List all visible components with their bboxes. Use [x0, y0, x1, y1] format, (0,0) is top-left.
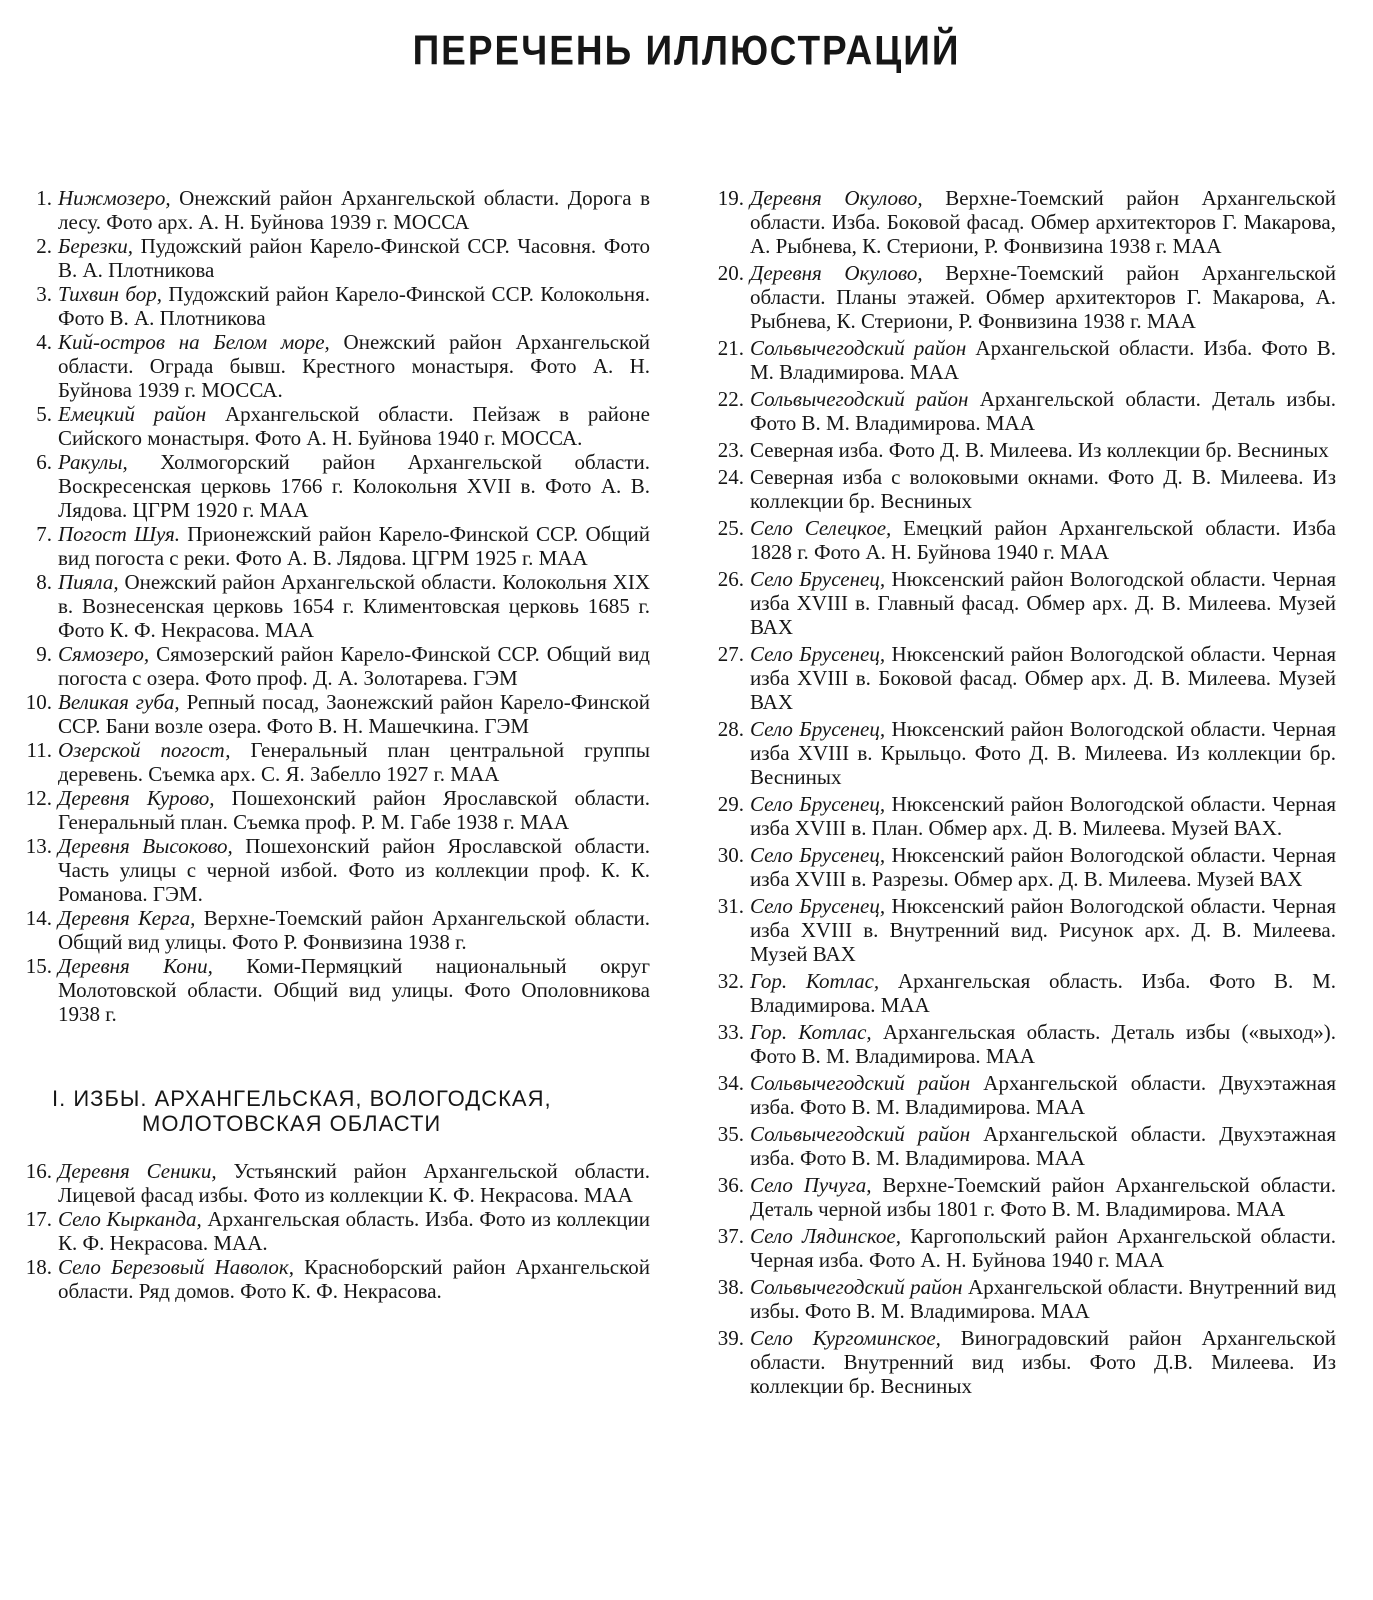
- item-place: Село Брусенец,: [750, 717, 886, 741]
- item-description: Красноборский район Архангельской области. Ряд домов. Фото К. Ф. Некрасова.: [58, 1255, 650, 1303]
- item-place: Гор. Котлас,: [750, 1020, 872, 1044]
- item-description: Архангельской области. Внутренний вид избы. Фото В. М. Владимирова. МАА: [750, 1275, 1336, 1323]
- item-text: [750, 792, 1336, 840]
- item-description: Верхне-Тоемский район Архангельской области. Изба. Боковой фасад. Обмер архитекторов Г. Макарова, А. Рыбнева, К. Стериони, Р. Фонвизина 1938 г. МАА: [750, 186, 1336, 258]
- right-column: [700, 186, 1336, 1401]
- list-item: [700, 567, 1336, 639]
- item-description: Архангельской области. Двухэтажная изба. Фото В. М. Владимирова. МАА: [750, 1071, 1336, 1119]
- item-text: [58, 402, 650, 450]
- item-text: [750, 1326, 1336, 1398]
- item-number: 22.: [717, 387, 744, 411]
- item-number: 35.: [717, 1122, 744, 1146]
- item-description: Архангельской области. Пейзаж в районе Сийского монастыря. Фото А. Н. Буйнова 1940 г. МОССА.: [58, 402, 650, 450]
- item-place: Пияла,: [58, 570, 119, 594]
- item-place: Село Брусенец,: [750, 642, 886, 666]
- item-description: Онежский район Архангельской области. Ограда бывш. Крестного монастыря. Фото А. Н. Буйнова 1939 г. МОССА.: [58, 330, 650, 402]
- item-number: 25.: [717, 516, 744, 540]
- list-item: [18, 834, 650, 906]
- item-number: 30.: [717, 843, 744, 867]
- item-description: Архангельской области. Изба. Фото В. М. Владимирова. МАА: [750, 336, 1336, 384]
- item-place: Село Пучуга,: [750, 1173, 872, 1197]
- item-text: [58, 330, 650, 402]
- item-description: Нюксенский район Вологодской области. Черная изба XVIII в. Главный фасад. Обмер арх. Д. В. Милеева. Музей ВАХ: [750, 567, 1336, 639]
- item-number: 3.: [36, 282, 52, 306]
- item-place: Село Березовый Наволок,: [58, 1255, 295, 1279]
- list-item: [18, 522, 650, 570]
- item-number: 11.: [26, 738, 52, 762]
- list-item: [700, 1122, 1336, 1170]
- list-item: [700, 261, 1336, 333]
- item-number: 6.: [36, 450, 52, 474]
- list-item: [18, 1207, 650, 1255]
- item-number: 5.: [36, 402, 52, 426]
- item-description: Генеральный план центральной группы деревень. Съемка арх. С. Я. Забелло 1927 г. МАА: [58, 738, 650, 786]
- item-number: 14.: [25, 906, 52, 930]
- item-number: 18.: [25, 1255, 52, 1279]
- item-description: Нюксенский район Вологодской области. Черная изба XVIII в. Крыльцо. Фото Д. В. Милеева. Из коллекции бр. Весниных: [750, 717, 1336, 789]
- item-description: Архангельской области. Двухэтажная изба. Фото В. М. Владимирова. МАА: [750, 1122, 1336, 1170]
- item-number: 23.: [717, 438, 744, 462]
- item-text: [750, 186, 1336, 258]
- item-number: 28.: [717, 717, 744, 741]
- item-text: [58, 1159, 650, 1207]
- list-item: [700, 336, 1336, 384]
- list-item: [18, 1255, 650, 1303]
- item-number: 12.: [25, 786, 52, 810]
- item-text: [58, 450, 650, 522]
- item-number: 8.: [36, 570, 52, 594]
- item-description: Емецкий район Архангельской области. Изба 1828 г. Фото А. Н. Буйнова 1940 г. МАА: [750, 516, 1336, 564]
- item-text: [750, 642, 1336, 714]
- item-number: 32.: [717, 969, 744, 993]
- list-item: [700, 1071, 1336, 1119]
- item-description: Верхне-Тоемский район Архангельской области. Планы этажей. Обмер архитекторов Г. Макарова, А. Рыбнева, К. Стериони, Р. Фонвизина 1938 г. МАА: [750, 261, 1336, 333]
- list-item: [18, 642, 650, 690]
- list-item: [700, 1275, 1336, 1323]
- list-item: [18, 786, 650, 834]
- item-description: Каргопольский район Архангельской области. Черная изба. Фото А. Н. Буйнова 1940 г. МАА: [750, 1224, 1336, 1272]
- item-place: Село Брусенец,: [750, 792, 886, 816]
- item-text: [58, 906, 650, 954]
- list-item: [18, 402, 650, 450]
- item-place: Сольвычегодский район: [750, 1122, 971, 1146]
- list-item: [700, 186, 1336, 258]
- item-text: [750, 438, 1336, 462]
- item-text: [58, 1207, 650, 1255]
- item-text: [750, 261, 1336, 333]
- illustration-list-part-3: [700, 186, 1336, 1398]
- item-place: Село Брусенец,: [750, 567, 886, 591]
- item-place: Сольвычегодский район: [750, 336, 967, 360]
- item-place: Сямозеро,: [58, 642, 150, 666]
- item-description: Северная изба. Фото Д. В. Милеева. Из коллекции бр. Весниных: [750, 438, 1329, 462]
- item-number: 17.: [25, 1207, 52, 1231]
- section-heading: [18, 1086, 650, 1136]
- list-item: [700, 1326, 1336, 1398]
- item-description: Нюксенский район Вологодской области. Черная изба XVIII в. План. Обмер арх. Д. В. Милеева. Музей ВАХ.: [750, 792, 1336, 840]
- item-text: [750, 1122, 1336, 1170]
- item-description: Нюксенский район Вологодской области. Черная изба XVIII в. Внутренний вид. Рисунок арх. Д. В. Милеева. Музей ВАХ: [750, 894, 1336, 966]
- list-item: [18, 234, 650, 282]
- page-title: ПЕРЕЧЕНЬ ИЛЛЮСТРАЦИЙ: [412, 27, 961, 74]
- item-number: 21.: [717, 336, 744, 360]
- item-description: Онежский район Архангельской области. Дорога в лесу. Фото арх. А. Н. Буйнова 1939 г. МОССА: [58, 186, 650, 234]
- item-text: [750, 1020, 1336, 1068]
- list-item: [18, 690, 650, 738]
- item-place: Село Селецкое,: [750, 516, 892, 540]
- item-text: [58, 786, 650, 834]
- item-number: 19.: [717, 186, 744, 210]
- section-heading-line-2: МОЛОТОВСКАЯ ОБЛАСТИ: [142, 1111, 442, 1136]
- item-number: 26.: [717, 567, 744, 591]
- item-number: 7.: [36, 522, 52, 546]
- item-number: 36.: [717, 1173, 744, 1197]
- item-description: Нюксенский район Вологодской области. Черная изба XVIII в. Разрезы. Обмер арх. Д. В. Милеева. Музей ВАХ: [750, 843, 1336, 891]
- list-item: [18, 906, 650, 954]
- item-number: 9.: [36, 642, 52, 666]
- item-description: Холмогорский район Архангельской области. Воскресенская церковь 1766 г. Колокольня XVII в. Фото А. В. Лядова. ЦГРМ 1920 г. МАА: [58, 450, 650, 522]
- item-place: Гор. Котлас,: [750, 969, 880, 993]
- item-text: [58, 282, 650, 330]
- item-number: 33.: [717, 1020, 744, 1044]
- item-text: [750, 1224, 1336, 1272]
- item-place: Тихвин бор,: [58, 282, 162, 306]
- item-text: [750, 1275, 1336, 1323]
- list-item: [700, 387, 1336, 435]
- item-number: 24.: [717, 465, 744, 489]
- item-number: 31.: [717, 894, 744, 918]
- item-place: Село Брусенец,: [750, 894, 886, 918]
- item-place: Березки,: [58, 234, 134, 258]
- item-description: Пудожский район Карело-Финской ССР. Колокольня. Фото В. А. Плотникова: [58, 282, 650, 330]
- list-item: [700, 717, 1336, 789]
- item-text: [58, 234, 650, 282]
- item-place: Село Брусенец,: [750, 843, 886, 867]
- item-description: Верхне-Тоемский район Архангельской области. Деталь черной избы 1801 г. Фото В. М. Владимирова. МАА: [750, 1173, 1336, 1221]
- item-description: Прионежский район Карело-Финской ССР. Общий вид погоста с реки. Фото А. В. Лядова. ЦГРМ 1925 г. МАА: [58, 522, 650, 570]
- item-text: [58, 954, 650, 1026]
- item-text: [58, 642, 650, 690]
- item-place: Великая губа,: [58, 690, 180, 714]
- item-text: [58, 738, 650, 786]
- list-item: [18, 570, 650, 642]
- item-place: Село Лядинское,: [750, 1224, 901, 1248]
- item-number: 34.: [717, 1071, 744, 1095]
- item-place: Кий-остров на Белом море,: [58, 330, 330, 354]
- item-text: [750, 516, 1336, 564]
- item-place: Погост Шуя.: [58, 522, 180, 546]
- list-item: [18, 1159, 650, 1207]
- list-item: [18, 738, 650, 786]
- item-place: Село Кырканда,: [58, 1207, 202, 1231]
- item-description: Нюксенский район Вологодской области. Черная изба XVIII в. Боковой фасад. Обмер арх. Д. В. Милеева. Музей ВАХ: [750, 642, 1336, 714]
- list-item: [700, 465, 1336, 513]
- item-place: Сольвычегодский район: [750, 1275, 963, 1299]
- list-item: [18, 186, 650, 234]
- item-number: 10.: [25, 690, 52, 714]
- item-text: [750, 843, 1336, 891]
- list-item: [18, 330, 650, 402]
- item-text: [750, 894, 1336, 966]
- list-item: [18, 954, 650, 1026]
- list-item: [700, 843, 1336, 891]
- item-text: [750, 336, 1336, 384]
- item-description: Архангельской области. Деталь избы. Фото В. М. Владимирова. МАА: [750, 387, 1336, 435]
- item-text: [58, 522, 650, 570]
- item-description: Пошехонский район Ярославской области. Часть улицы с черной избой. Фото из коллекции проф. К. К. Романова. ГЭМ.: [58, 834, 650, 906]
- item-place: Деревня Керга,: [58, 906, 196, 930]
- item-number: 2.: [36, 234, 52, 258]
- item-place: Нижмозеро,: [58, 186, 171, 210]
- list-item: [700, 516, 1336, 564]
- item-number: 27.: [717, 642, 744, 666]
- item-place: Деревня Сеники,: [58, 1159, 217, 1183]
- item-number: 20.: [717, 261, 744, 285]
- left-column: [18, 186, 650, 1303]
- item-number: 1.: [36, 186, 52, 210]
- list-item: [700, 894, 1336, 966]
- item-text: [58, 690, 650, 738]
- item-description: Репный посад, Заонежский район Карело-Финской ССР. Бани возле озера. Фото В. Н. Машечкина. ГЭМ: [58, 690, 651, 738]
- illustration-list-part-1: [18, 186, 650, 1026]
- list-item: [700, 438, 1336, 462]
- item-place: Ракулы,: [58, 450, 128, 474]
- illustration-list-part-2: [18, 1159, 650, 1303]
- item-place: Емецкий район: [58, 402, 207, 426]
- item-place: Деревня Кони,: [58, 954, 213, 978]
- item-text: [58, 834, 650, 906]
- item-place: Деревня Курово,: [58, 786, 215, 810]
- item-text: [750, 969, 1336, 1017]
- item-text: [750, 465, 1336, 513]
- item-text: [750, 567, 1336, 639]
- item-description: Пошехонский район Ярославской области. Генеральный план. Съемка проф. Р. М. Габе 1938 г. МАА: [58, 786, 650, 834]
- list-item: [700, 969, 1336, 1017]
- item-place: Село Кургоминское,: [750, 1326, 941, 1350]
- list-item: [18, 450, 650, 522]
- list-item: [700, 1020, 1336, 1068]
- item-description: Онежский район Архангельской области. Колокольня XIX в. Вознесенская церковь 1654 г. Климентовская церковь 1685 г. Фото К. Ф. Некрасова. МАА: [58, 570, 650, 642]
- list-item: [700, 642, 1336, 714]
- item-place: Деревня Окулово,: [750, 186, 923, 210]
- list-item: [18, 282, 650, 330]
- item-place: Деревня Окулово,: [750, 261, 923, 285]
- item-number: 38.: [717, 1275, 744, 1299]
- item-text: [58, 1255, 650, 1303]
- item-text: [750, 717, 1336, 789]
- item-number: 39.: [717, 1326, 744, 1350]
- item-number: 16.: [25, 1159, 52, 1183]
- item-number: 4.: [36, 330, 52, 354]
- item-place: Деревня Высоково,: [58, 834, 233, 858]
- section-heading-line-1: I. ИЗБЫ. АРХАНГЕЛЬСКАЯ, ВОЛОГОДСКАЯ,: [52, 1086, 552, 1111]
- item-text: [58, 186, 650, 234]
- item-place: Озерской погост,: [58, 738, 231, 762]
- item-description: Архангельская область. Изба. Фото из коллекции К. Ф. Некрасова. МАА.: [58, 1207, 650, 1255]
- item-text: [58, 570, 650, 642]
- item-text: [750, 387, 1336, 435]
- item-description: Архангельская область. Деталь избы («выход»). Фото В. М. Владимирова. МАА: [750, 1020, 1336, 1068]
- item-text: [750, 1071, 1336, 1119]
- item-description: Пудожский район Карело-Финской ССР. Часовня. Фото В. А. Плотникова: [58, 234, 650, 282]
- item-text: [750, 1173, 1336, 1221]
- item-description: Верхне-Тоемский район Архангельской области. Общий вид улицы. Фото Р. Фонвизина 1938 г.: [58, 906, 650, 954]
- item-description: Северная изба с волоковыми окнами. Фото Д. В. Милеева. Из коллекции бр. Весниных: [750, 465, 1336, 513]
- item-place: Сольвычегодский район: [750, 1071, 971, 1095]
- item-description: Коми-Пермяцкий национальный округ Молотовской области. Общий вид улицы. Фото Ополовникова 1938 г.: [58, 954, 650, 1026]
- item-description: Сямозерский район Карело-Финской ССР. Общий вид погоста с озера. Фото проф. Д. А. Золотарева. ГЭМ: [58, 642, 650, 690]
- item-number: 29.: [717, 792, 744, 816]
- item-place: Сольвычегодский район: [750, 387, 969, 411]
- item-number: 15.: [25, 954, 52, 978]
- item-number: 13.: [25, 834, 52, 858]
- list-item: [700, 1173, 1336, 1221]
- item-description: Виноградовский район Архангельской области. Внутренний вид избы. Фото Д.В. Милеева. Из коллекции бр. Весниных: [750, 1326, 1336, 1398]
- list-item: [700, 1224, 1336, 1272]
- item-number: 37.: [717, 1224, 744, 1248]
- item-description: Архангельская область. Изба. Фото В. М. Владимирова. МАА: [750, 969, 1336, 1017]
- item-description: Устьянский район Архангельской области. Лицевой фасад избы. Фото из коллекции К. Ф. Некрасова. МАА: [58, 1159, 650, 1207]
- list-item: [700, 792, 1336, 840]
